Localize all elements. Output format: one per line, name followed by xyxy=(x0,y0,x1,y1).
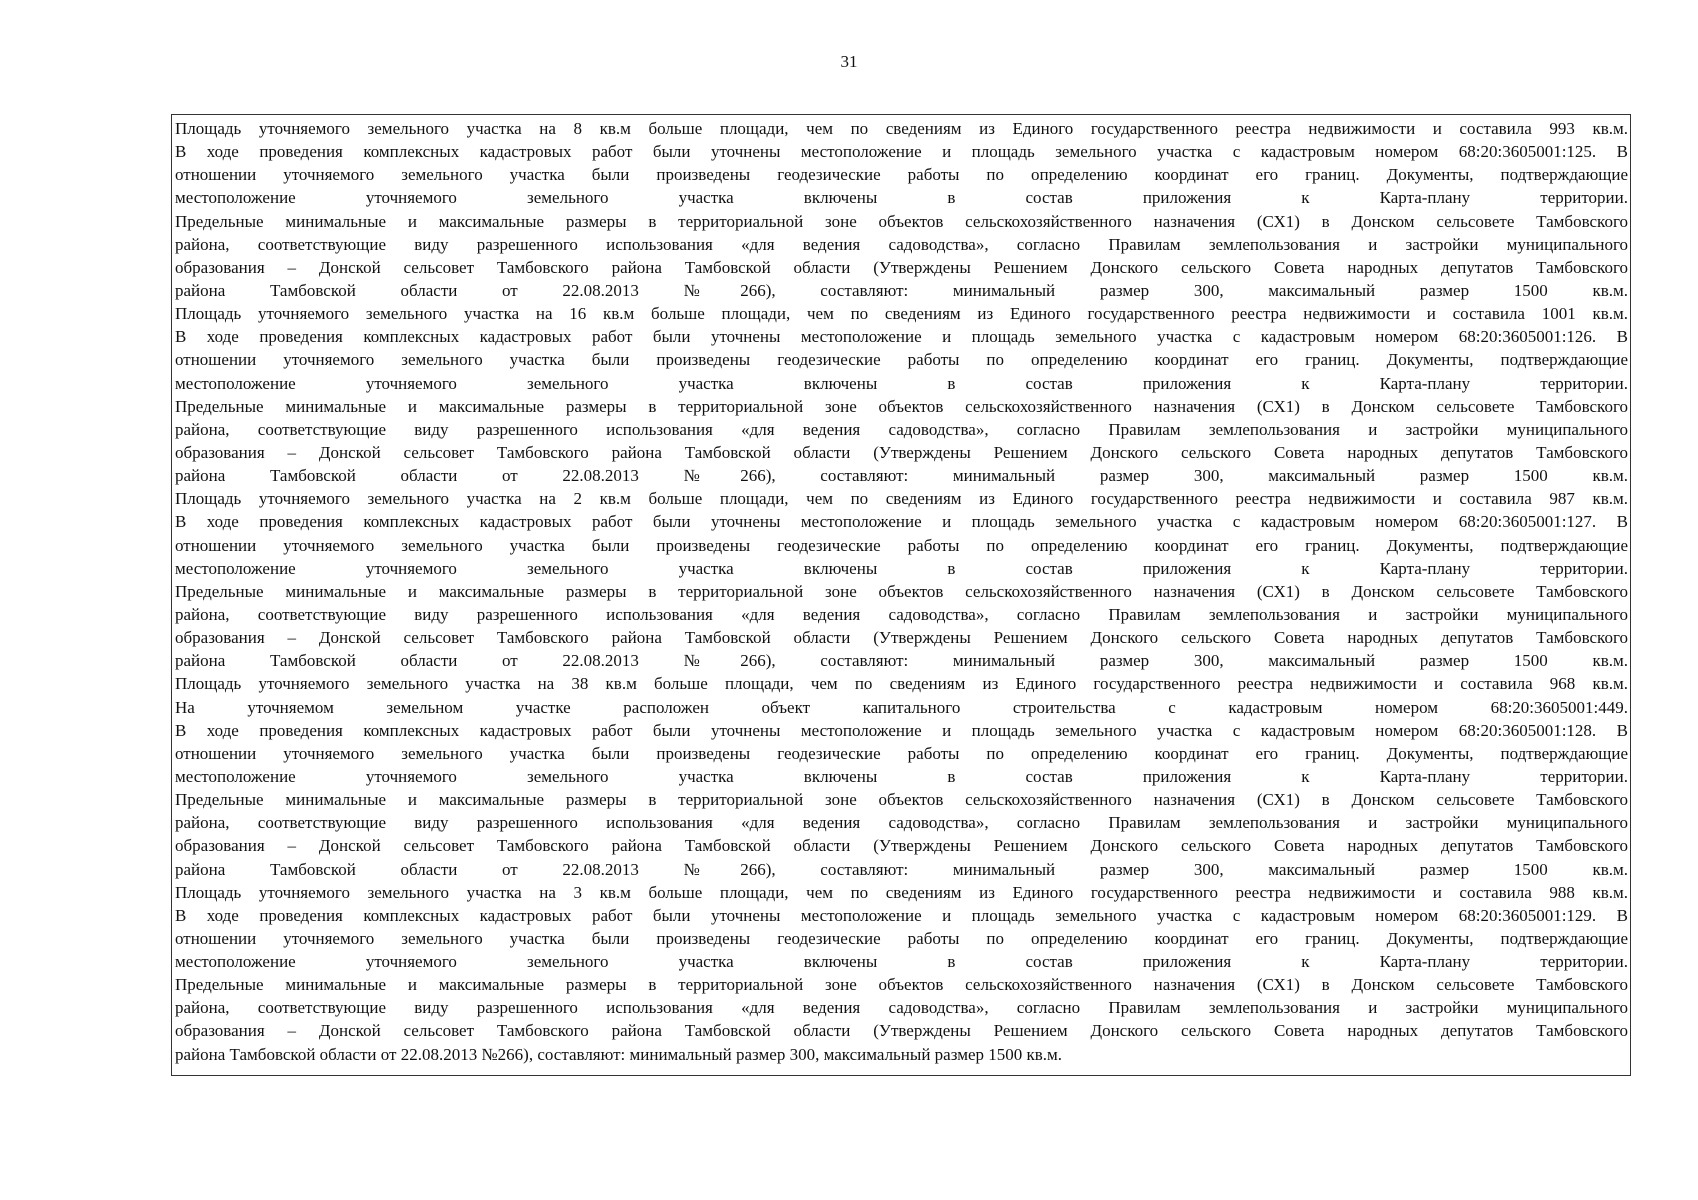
text-line: местоположение уточняемого земельного участка включены в состав приложения к Карта-плану территории. xyxy=(175,373,1628,393)
text-line: района, соответствующие виду разрешенного использования «для ведения садоводства», согласно Правилам землепользования и застройки муниципального xyxy=(175,234,1628,254)
text-line: В ходе проведения комплексных кадастровых работ были уточнены местоположение и площадь земельного участка с кадастровым номером 68:20:3605001:126. В xyxy=(175,327,1628,347)
text-line: отношении уточняемого земельного участка были произведены геодезические работы по определению координат его границ. Документы, подтверждающие xyxy=(175,743,1628,763)
text-line: местоположение уточняемого земельного участка включены в состав приложения к Карта-плану территории. xyxy=(175,952,1628,972)
text-line: района, соответствующие виду разрешенного использования «для ведения садоводства», согласно Правилам землепользования и застройки муниципального xyxy=(175,998,1628,1018)
text-line: В ходе проведения комплексных кадастровых работ были уточнены местоположение и площадь земельного участка с кадастровым номером 68:20:3605001:125. В xyxy=(175,142,1628,162)
text-line: отношении уточняемого земельного участка были произведены геодезические работы по определению координат его границ. Документы, подтверждающие xyxy=(175,535,1628,555)
text-line: района Тамбовской области от 22.08.2013 №266), составляют: минимальный размер 300, максимальный размер 1500 кв.м. xyxy=(175,651,1628,671)
text-line: местоположение уточняемого земельного участка включены в состав приложения к Карта-плану территории. xyxy=(175,766,1628,786)
text-line: отношении уточняемого земельного участка были произведены геодезические работы по определению координат его границ. Документы, подтверждающие xyxy=(175,928,1628,948)
text-line: образования – Донской сельсовет Тамбовского района Тамбовской области (Утверждены Решением Донского сельского Совета народных депутатов Тамбовского xyxy=(175,257,1628,277)
text-line: Площадь уточняемого земельного участка на 3 кв.м больше площади, чем по сведениям из Единого государственного реестра недвижимости и составила 988 кв.м. xyxy=(175,882,1628,902)
text-line: района Тамбовской области от 22.08.2013 №266), составляют: минимальный размер 300, максимальный размер 1500 кв.м. xyxy=(175,859,1628,879)
text-line: Предельные минимальные и максимальные размеры в территориальной зоне объектов сельскохозяйственного назначения (СХ1) в Донском сельсовете Тамбовского xyxy=(175,975,1628,995)
text-line: района Тамбовской области от 22.08.2013 №266), составляют: минимальный размер 300, максимальный размер 1500 кв.м. xyxy=(175,1044,1063,1064)
text-line: образования – Донской сельсовет Тамбовского района Тамбовской области (Утверждены Решением Донского сельского Совета народных депутатов Тамбовского xyxy=(175,628,1628,648)
text-line: местоположение уточняемого земельного участка включены в состав приложения к Карта-плану территории. xyxy=(175,558,1628,578)
text-line: Предельные минимальные и максимальные размеры в территориальной зоне объектов сельскохозяйственного назначения (СХ1) в Донском сельсовете Тамбовского xyxy=(175,211,1628,231)
text-line: Площадь уточняемого земельного участка на 2 кв.м больше площади, чем по сведениям из Единого государственного реестра недвижимости и составила 987 кв.м. xyxy=(175,489,1628,509)
text-line: Площадь уточняемого земельного участка на 8 кв.м больше площади, чем по сведениям из Единого государственного реестра недвижимости и составила 993 кв.м. xyxy=(175,119,1628,138)
text-line: Предельные минимальные и максимальные размеры в территориальной зоне объектов сельскохозяйственного назначения (СХ1) в Донском сельсовете Тамбовского xyxy=(175,581,1628,601)
text-line: отношении уточняемого земельного участка были произведены геодезические работы по определению координат его границ. Документы, подтверждающие xyxy=(175,165,1628,185)
text-line: образования – Донской сельсовет Тамбовского района Тамбовской области (Утверждены Решением Донского сельского Совета народных депутатов Тамбовского xyxy=(175,1021,1628,1041)
text-line: местоположение уточняемого земельного участка включены в состав приложения к Карта-плану территории. xyxy=(175,188,1628,208)
text-frame xyxy=(171,114,1631,1076)
page-number: 31 xyxy=(840,52,858,71)
text-line: В ходе проведения комплексных кадастровых работ были уточнены местоположение и площадь земельного участка с кадастровым номером 68:20:3605001:129. В xyxy=(175,905,1628,925)
text-line: Предельные минимальные и максимальные размеры в территориальной зоне объектов сельскохозяйственного назначения (СХ1) в Донском сельсовете Тамбовского xyxy=(175,396,1628,416)
text-line: района Тамбовской области от 22.08.2013 №266), составляют: минимальный размер 300, максимальный размер 1500 кв.м. xyxy=(175,280,1628,300)
text-line: отношении уточняемого земельного участка были произведены геодезические работы по определению координат его границ. Документы, подтверждающие xyxy=(175,350,1628,370)
text-line: Площадь уточняемого земельного участка на 16 кв.м больше площади, чем по сведениям из Единого государственного реестра недвижимости и составила 1001 кв.м. xyxy=(175,304,1628,324)
text-line: В ходе проведения комплексных кадастровых работ были уточнены местоположение и площадь земельного участка с кадастровым номером 68:20:3605001:128. В xyxy=(175,720,1628,740)
text-line: образования – Донской сельсовет Тамбовского района Тамбовской области (Утверждены Решением Донского сельского Совета народных депутатов Тамбовского xyxy=(175,442,1628,462)
text-line: образования – Донской сельсовет Тамбовского района Тамбовской области (Утверждены Решением Донского сельского Совета народных депутатов Тамбовского xyxy=(175,836,1628,856)
text-line: На уточняемом земельном участке расположен объект капитального строительства с кадастровым номером 68:20:3605001:449. xyxy=(175,697,1628,717)
text-line: района, соответствующие виду разрешенного использования «для ведения садоводства», согласно Правилам землепользования и застройки муниципального xyxy=(175,604,1628,624)
text-line: Площадь уточняемого земельного участка на 38 кв.м больше площади, чем по сведениям из Единого государственного реестра недвижимости и составила 968 кв.м. xyxy=(175,674,1628,694)
text-line: района, соответствующие виду разрешенного использования «для ведения садоводства», согласно Правилам землепользования и застройки муниципального xyxy=(175,419,1628,439)
text-line: Предельные минимальные и максимальные размеры в территориальной зоне объектов сельскохозяйственного назначения (СХ1) в Донском сельсовете Тамбовского xyxy=(175,790,1628,810)
text-line: района, соответствующие виду разрешенного использования «для ведения садоводства», согласно Правилам землепользования и застройки муниципального xyxy=(175,813,1628,833)
text-line: района Тамбовской области от 22.08.2013 №266), составляют: минимальный размер 300, максимальный размер 1500 кв.м. xyxy=(175,466,1628,486)
text-line: В ходе проведения комплексных кадастровых работ были уточнены местоположение и площадь земельного участка с кадастровым номером 68:20:3605001:127. В xyxy=(175,512,1628,532)
